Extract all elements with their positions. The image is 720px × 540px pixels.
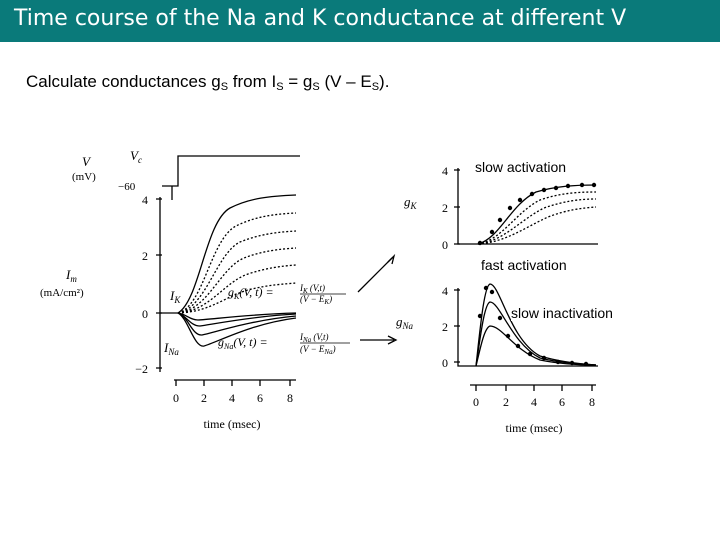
right-x-ticks	[476, 385, 592, 391]
ina-label: $I_{Na}$	[164, 340, 179, 357]
gna-y-ticks	[454, 290, 460, 362]
gna-curve-3	[476, 326, 596, 366]
right-x-tick-2: 2	[503, 395, 509, 409]
gk-tick-2: 2	[442, 201, 448, 215]
gna-tick-4: 4	[442, 284, 448, 298]
right-x-tick-0: 0	[473, 395, 479, 409]
gk-equation: $g_K(V$, t) =	[228, 285, 274, 301]
ina-trace-4	[178, 313, 296, 320]
left-x-ticks	[176, 380, 290, 386]
subtitle-sub-4: S	[371, 81, 380, 93]
gna-tick-0: 0	[442, 356, 448, 370]
right-x-label: time (msec)	[505, 421, 563, 435]
right-x-tick-6: 6	[559, 395, 565, 409]
left-x-tick-8: 8	[287, 391, 293, 405]
subtitle-text-4: (V – E	[319, 72, 372, 91]
vc-label: $V_c$	[130, 148, 142, 165]
v-tick-label: −60	[118, 181, 136, 193]
v-unit: (mV)	[72, 171, 96, 183]
gna-fraction-num: $I_{Na}$ (V,t)	[300, 332, 329, 344]
right-x-tick-8: 8	[589, 395, 595, 409]
gna-tick-2: 2	[442, 320, 448, 334]
ik-trace-5	[178, 265, 296, 313]
left-x-tick-2: 2	[201, 391, 207, 405]
voltage-step-trace	[162, 156, 300, 186]
left-x-tick-4: 4	[229, 391, 235, 405]
subtitle-sub-2: S	[276, 81, 284, 93]
subtitle-sub-1: S	[220, 81, 229, 93]
subtitle-text-1: Calculate conductances g	[26, 72, 221, 91]
im-tick-2: 2	[142, 249, 148, 263]
gna-equation: $g_{Na}(V$, t) =	[218, 335, 268, 351]
gna-curve-1	[476, 284, 596, 366]
arrow-to-gk-head	[388, 256, 394, 264]
gk-axes	[458, 168, 598, 244]
left-x-tick-6: 6	[257, 391, 263, 405]
right-x-tick-4: 4	[531, 395, 537, 409]
gk-curve-2	[478, 192, 596, 244]
gk-axis-label: $g_K$	[404, 194, 417, 211]
slide-title: Time course of the Na and K conductance at different V	[14, 6, 627, 31]
annotation-slow-inactivation: slow inactivation	[511, 305, 613, 321]
im-unit: (mA/cm²)	[40, 287, 84, 299]
gk-fraction-num: $I_K$ (V,t)	[300, 283, 326, 295]
gk-tick-0: 0	[442, 238, 448, 252]
arrow-to-gk	[358, 258, 392, 292]
gna-axis-label: $g_{Na}$	[396, 314, 414, 331]
subtitle-text-3: = g	[283, 72, 313, 91]
im-tick-4: 4	[142, 193, 148, 207]
ik-trace-4	[178, 248, 296, 313]
left-x-label: time (msec)	[203, 417, 261, 431]
subtitle-text-2: from I	[228, 72, 277, 91]
gk-curve-3	[478, 199, 596, 244]
im-tick-neg2: −2	[135, 362, 148, 376]
annotation-slow-activation: slow activation	[475, 159, 567, 175]
annotation-fast-activation: fast activation	[481, 257, 567, 273]
gk-fraction-den: $(V - E_K)$	[300, 294, 333, 306]
gk-tick-4: 4	[442, 164, 448, 178]
im-label: $I_m$	[66, 267, 77, 284]
gk-curve-4	[478, 207, 596, 244]
gk-curve-main	[478, 185, 596, 244]
im-y-ticks	[156, 199, 162, 368]
ik-label: $I_K$	[170, 288, 181, 305]
gna-fraction-den: $(V - E_{Na})$	[300, 344, 336, 356]
left-x-tick-0: 0	[173, 391, 179, 405]
gk-y-ticks	[454, 170, 460, 244]
im-tick-0: 0	[142, 307, 148, 321]
subtitle-sub-3: S	[312, 81, 320, 93]
v-label: V	[82, 154, 90, 169]
subtitle-text-5: ).	[379, 72, 390, 91]
